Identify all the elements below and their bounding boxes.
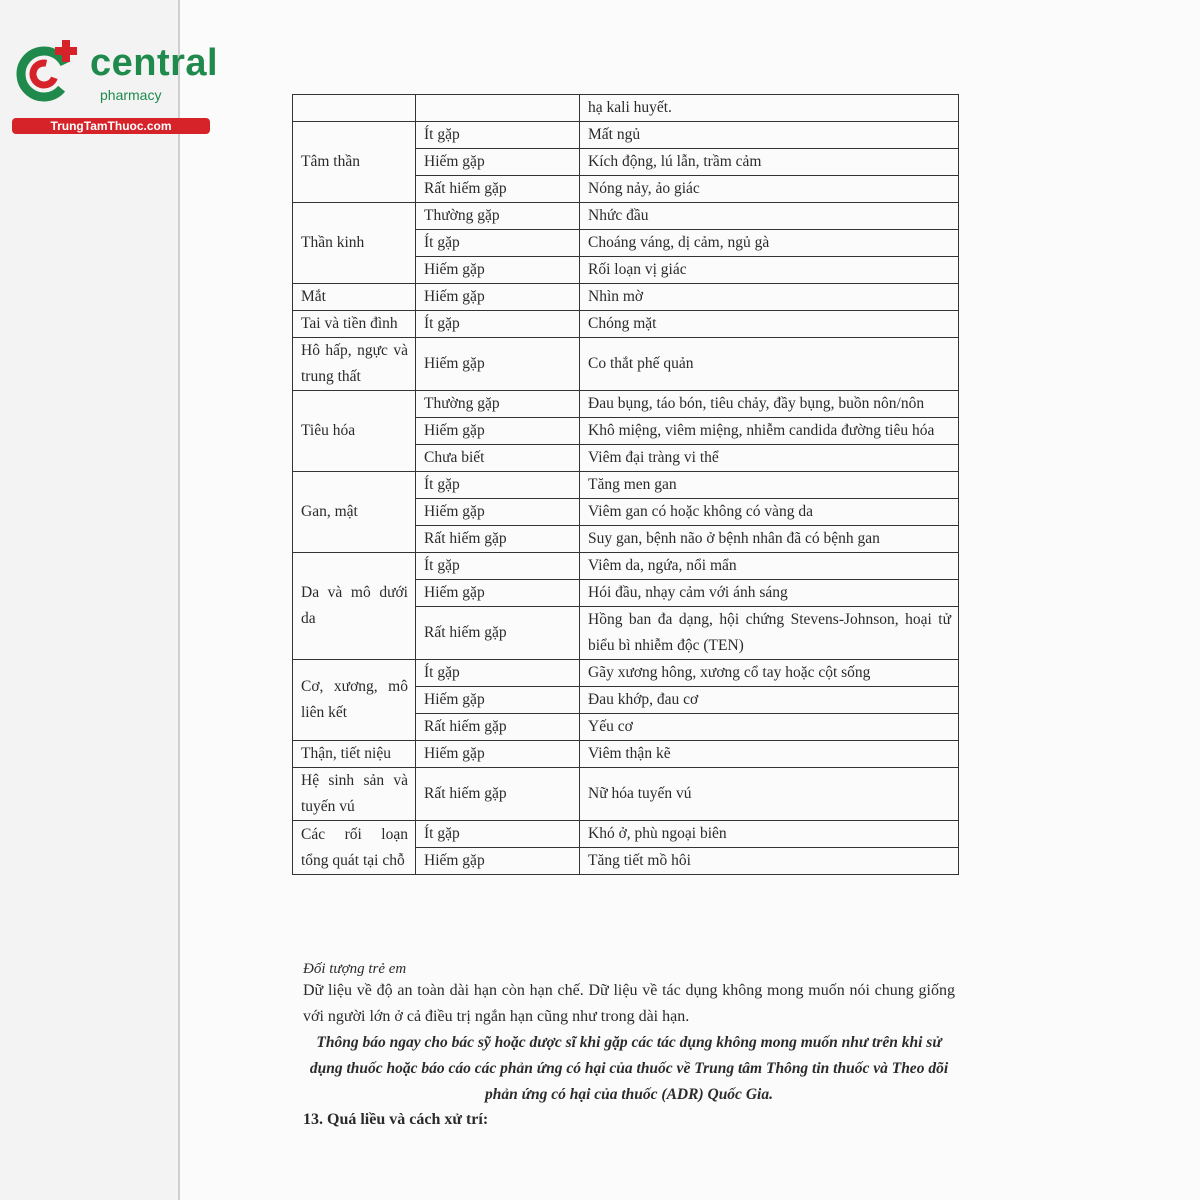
frequency-cell: Thường gặp	[416, 203, 580, 230]
children-section-text: Dữ liệu về độ an toàn dài hạn còn hạn chế. Dữ liệu về tác dụng không mong muốn nói chung giống với người lớn ở cả điều trị ngắn hạn cũng như trong dài hạn.	[303, 982, 955, 1025]
frequency-cell: Ít gặp	[416, 821, 580, 848]
organ-system-cell	[293, 95, 416, 122]
frequency-cell: Rất hiếm gặp	[416, 768, 580, 821]
organ-system-cell: Hô hấp, ngực và trung thất	[293, 338, 416, 391]
brand-logo[interactable]	[10, 36, 219, 136]
frequency-cell: Rất hiếm gặp	[416, 526, 580, 553]
frequency-cell	[416, 95, 580, 122]
adr-notice: Thông báo ngay cho bác sỹ hoặc dược sĩ khi gặp các tác dụng không mong muốn như trên khi sử dụng thuốc hoặc báo cáo các phản ứng có hại của thuốc về Trung tâm Thông tin thuốc và Theo dõi phản ứng có hại của thuốc (ADR) Quốc Gia.	[309, 1034, 949, 1103]
frequency-cell: Chưa biết	[416, 445, 580, 472]
table-row	[293, 391, 959, 418]
adverse-effect-cell: Rối loạn vị giác	[580, 257, 959, 284]
organ-system-cell: Hệ sinh sản và tuyến vú	[293, 768, 416, 821]
frequency-cell: Ít gặp	[416, 553, 580, 580]
frequency-cell: Hiếm gặp	[416, 848, 580, 875]
frequency-cell: Ít gặp	[416, 122, 580, 149]
brand-subtitle: pharmacy	[100, 87, 162, 103]
pharmacy-cross-icon	[10, 36, 90, 116]
organ-system-cell: Thần kinh	[293, 203, 416, 284]
frequency-cell: Ít gặp	[416, 660, 580, 687]
table-row	[293, 768, 959, 821]
adverse-effect-cell: Tăng men gan	[580, 472, 959, 499]
organ-system-cell: Gan, mật	[293, 472, 416, 553]
adverse-effect-cell: Nóng nảy, ảo giác	[580, 176, 959, 203]
adverse-effect-cell: Suy gan, bệnh não ở bệnh nhân đã có bệnh gan	[580, 526, 959, 553]
organ-system-cell: Tâm thần	[293, 122, 416, 203]
organ-system-cell: Mắt	[293, 284, 416, 311]
table-row	[293, 553, 959, 580]
adverse-effect-cell: Khó ở, phù ngoại biên	[580, 821, 959, 848]
adverse-effect-cell: Gãy xương hông, xương cổ tay hoặc cột sống	[580, 660, 959, 687]
adverse-effect-cell: Khô miệng, viêm miệng, nhiễm candida đường tiêu hóa	[580, 418, 959, 445]
adverse-effect-cell: Đau khớp, đau cơ	[580, 687, 959, 714]
adverse-effect-cell: Tăng tiết mồ hôi	[580, 848, 959, 875]
adverse-effect-cell: Chóng mặt	[580, 311, 959, 338]
adverse-effect-cell: Hói đầu, nhạy cảm với ánh sáng	[580, 580, 959, 607]
frequency-cell: Ít gặp	[416, 311, 580, 338]
frequency-cell: Rất hiếm gặp	[416, 607, 580, 660]
brand-name: central	[90, 42, 219, 84]
adverse-effect-cell: Viêm da, ngứa, nổi mẩn	[580, 553, 959, 580]
adverse-effect-cell: Yếu cơ	[580, 714, 959, 741]
organ-system-cell: Thận, tiết niệu	[293, 741, 416, 768]
frequency-cell: Thường gặp	[416, 391, 580, 418]
adverse-effect-cell: Hồng ban đa dạng, hội chứng Stevens-Johnson, hoại tử biểu bì nhiễm độc (TEN)	[580, 607, 959, 660]
table-row	[293, 821, 959, 848]
organ-system-cell: Tai và tiền đình	[293, 311, 416, 338]
organ-system-cell: Cơ, xương, mô liên kết	[293, 660, 416, 741]
frequency-cell: Hiếm gặp	[416, 418, 580, 445]
frequency-cell: Hiếm gặp	[416, 741, 580, 768]
brand-website: TrungTamThuoc.com	[12, 118, 210, 134]
frequency-cell: Ít gặp	[416, 472, 580, 499]
adverse-effect-cell: Viêm gan có hoặc không có vàng da	[580, 499, 959, 526]
table-row	[293, 741, 959, 768]
organ-system-cell: Tiêu hóa	[293, 391, 416, 472]
adverse-effect-cell: Choáng váng, dị cảm, ngủ gà	[580, 230, 959, 257]
frequency-cell: Hiếm gặp	[416, 338, 580, 391]
organ-system-cell: Da và mô dưới da	[293, 553, 416, 660]
table-row	[293, 203, 959, 230]
table-row	[293, 311, 959, 338]
adverse-effect-cell: Viêm thận kẽ	[580, 741, 959, 768]
adverse-effect-cell: Kích động, lú lẫn, trầm cảm	[580, 149, 959, 176]
frequency-cell: Hiếm gặp	[416, 580, 580, 607]
table-row	[293, 122, 959, 149]
table-row	[293, 95, 959, 122]
adverse-effects-table	[292, 94, 959, 875]
table-row	[293, 338, 959, 391]
adverse-effect-cell: hạ kali huyết.	[580, 95, 959, 122]
adverse-effect-cell: Viêm đại tràng vi thể	[580, 445, 959, 472]
frequency-cell: Hiếm gặp	[416, 499, 580, 526]
table-row	[293, 472, 959, 499]
table-row	[293, 660, 959, 687]
frequency-cell: Hiếm gặp	[416, 284, 580, 311]
frequency-cell: Rất hiếm gặp	[416, 176, 580, 203]
section-13-heading: 13. Quá liều và cách xử trí:	[303, 1111, 489, 1128]
adverse-effect-cell: Đau bụng, táo bón, tiêu chảy, đầy bụng, buồn nôn/nôn	[580, 391, 959, 418]
frequency-cell: Hiếm gặp	[416, 149, 580, 176]
adverse-effect-cell: Nhức đầu	[580, 203, 959, 230]
frequency-cell: Hiếm gặp	[416, 687, 580, 714]
frequency-cell: Hiếm gặp	[416, 257, 580, 284]
organ-system-cell: Các rối loạn tổng quát tại chỗ	[293, 821, 416, 875]
adverse-effect-cell: Nữ hóa tuyến vú	[580, 768, 959, 821]
children-section-title: Đối tượng trẻ em	[303, 961, 407, 977]
adverse-effect-cell: Nhìn mờ	[580, 284, 959, 311]
adverse-effect-cell: Mất ngủ	[580, 122, 959, 149]
frequency-cell: Ít gặp	[416, 230, 580, 257]
table-row	[293, 284, 959, 311]
adverse-effect-cell: Co thắt phế quản	[580, 338, 959, 391]
frequency-cell: Rất hiếm gặp	[416, 714, 580, 741]
